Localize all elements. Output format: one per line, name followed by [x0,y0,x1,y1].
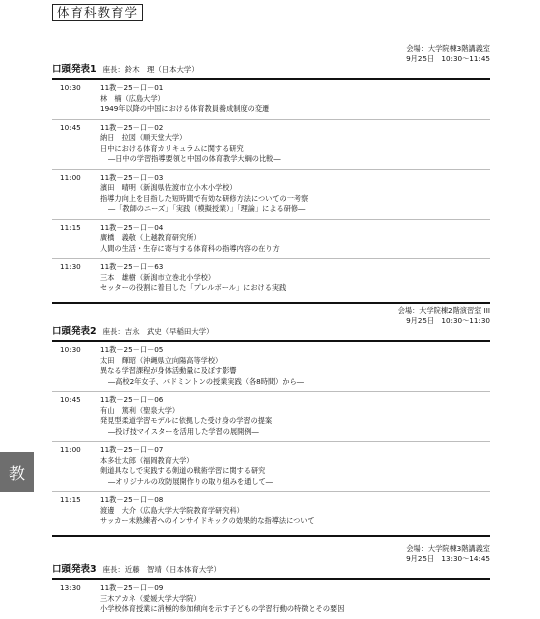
presentation-code: 11教－25－口－05 [100,345,164,354]
presentation-author: 林 楠（広島大学） [100,93,165,103]
presentation-author: 濱田 晴明（新潟県佐渡市立小木小学校） [100,183,237,192]
presentation-body [100,223,490,255]
presentation-time: 13:30 [60,583,81,592]
presentation-title: 剣道具なしで実践する剣道の戦術学習に関する研究 [100,466,266,475]
presentation-author: 渡邊 大介（広島大学大学院教育学研究科） [100,505,244,515]
presentation-entry [52,220,490,260]
presentation-body [100,345,490,387]
presentation-body [100,495,490,527]
session-3 [52,544,490,619]
session-venue: 会場：大学院棟3階講義室 [406,544,490,553]
presentation-title: サッカー未熟練者へのインサイドキックの効果的な指導法について [100,516,315,525]
presentation-code: 11教－25－口－04 [100,222,164,232]
presentation-time: 10:30 [60,83,81,92]
presentation-title: セッターの役割に着目した「プレルボール」における実践 [100,283,287,292]
session-datetime: 9月25日 10:30〜11:30 [406,316,490,325]
session-1 [52,44,490,304]
presentation-entry [52,580,490,619]
session-header [52,306,490,340]
presentation-entry [52,80,490,120]
session-title [52,326,214,338]
presentation-title: 指導力向上を目指した短時間で有効な研修方法についての一考察 [100,193,309,203]
session-venue-block [406,44,490,64]
presentation-time: 10:45 [60,122,81,132]
session-chair: 座長：吉永 武史（早稲田大学） [102,327,214,336]
session-datetime: 9月25日 10:30〜11:45 [406,54,490,63]
presentation-author: 本多壮太郎（福岡教育大学） [100,455,194,465]
session-name: 口頭発表3 [52,564,97,575]
session-2 [52,306,490,537]
session-header [52,544,490,578]
presentation-time: 11:15 [60,222,81,232]
session-chair: 座長：近藤 智靖（日本体育大学） [102,565,221,574]
presentation-subtitle: ―オリジナルの攻防展開作りの取り組みを通して― [108,476,273,486]
session-chair: 座長：鈴木 理（日本大学） [102,65,199,74]
presentation-author: 廣橋 義敬（上越教育研究所） [100,233,201,242]
presentation-title: 人間の生活・生存に寄与する体育科の指導内容の在り方 [100,243,280,253]
presentation-body [100,123,490,165]
presentation-author: 太田 輝昭（沖縄県立向陽高等学校） [100,355,223,365]
presentation-author: 納日 拉図（順天堂大学） [100,133,187,142]
session-venue: 会場：大学院棟3階講義室 [406,44,490,53]
presentation-entry [52,170,490,220]
presentation-title: 小学校体育授業に消極的参加傾向を示す子どもの学習行動の特徴とその要因 [100,604,345,613]
session-name: 口頭発表1 [52,64,97,75]
presentation-code: 11教－25－口－03 [100,172,164,182]
presentation-title: 異なる学習課程が身体活動量に及ぼす影響 [100,366,237,375]
presentation-time: 10:30 [60,345,81,354]
presentation-subtitle: ―高校2年女子、バドミントンの授業実践（各8時間）から― [108,376,304,386]
section-heading: 体育科教育学 [52,4,143,21]
presentation-code: 11教－25－口－63 [100,262,164,271]
presentation-title: 日中における体育カリキュラムに関する研究 [100,143,244,153]
presentation-entry [52,342,490,392]
presentation-subtitle: ―日中の学習指導要領と中国の体育教学大綱の比較― [108,154,281,163]
session-venue-block [406,544,490,564]
presentation-body [100,445,490,487]
presentation-author: 三本 雄樹（新潟市立巻北小学校） [100,272,216,282]
session-bottom-rule [52,535,490,537]
presentation-time: 10:45 [60,395,81,404]
presentation-subtitle: ―「教師のニーズ」「実践（模擬授業）」「理論」による研修― [108,204,306,213]
session-header [52,44,490,78]
presentation-code: 11教－25－口－08 [100,495,164,504]
presentation-code: 11教－25－口－06 [100,395,164,404]
presentation-code: 11教－25－口－09 [100,583,164,592]
session-name: 口頭発表2 [52,326,97,337]
presentation-subtitle: ―投げ技マイスターを活用した学習の展開例― [108,426,259,436]
presentation-entry [52,442,490,492]
presentation-entry [52,120,490,170]
presentation-author: 有山 篤利（聖泉大学） [100,405,180,415]
presentation-body [100,583,490,615]
presentation-body [100,262,490,294]
session-title [52,564,221,576]
presentation-title: 発見型柔道学習モデルに依拠した受け身の学習の提案 [100,416,273,425]
presentation-time: 11:30 [60,262,81,271]
presentation-entry [52,492,490,531]
presentation-time: 11:00 [60,445,81,454]
presentation-time: 11:15 [60,495,81,504]
session-bottom-rule [52,302,490,304]
presentation-title: 1949年以降の中国における体育教員養成制度の変遷 [100,104,270,113]
presentation-code: 11教－25－口－07 [100,445,164,454]
presentation-author: 三木アカネ（愛媛大学大学院） [100,593,201,603]
session-venue: 会場：大学院棟2階演習室 III [397,306,490,315]
presentation-body [100,83,490,115]
presentation-entry [52,392,490,442]
session-datetime: 9月25日 13:30〜14:45 [406,554,490,563]
presentation-code: 11教－25－口－02 [100,122,164,132]
presentation-body [100,395,490,437]
session-venue-block [398,306,490,326]
presentation-code: 11教－25－口－01 [100,83,164,92]
session-title [52,64,199,76]
presentation-body [100,173,490,215]
presentation-time: 11:00 [60,172,81,182]
presentation-entry [52,259,490,298]
side-index-tab: 教 [0,452,34,492]
